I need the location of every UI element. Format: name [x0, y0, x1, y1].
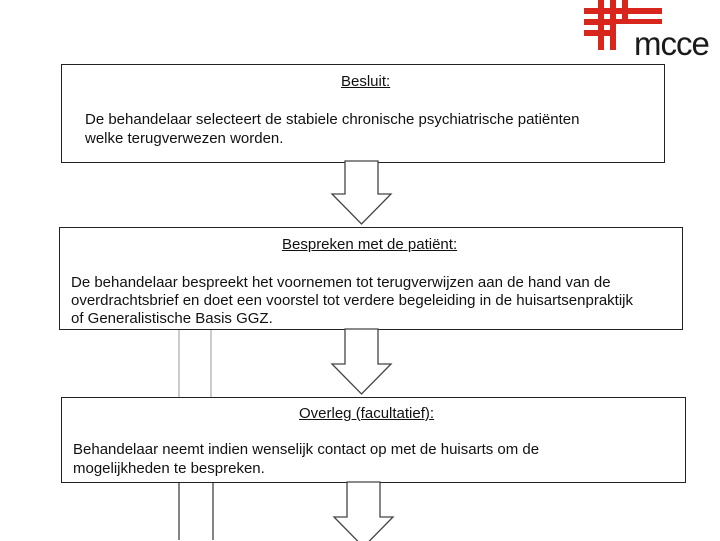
- step-title: [299, 405, 434, 423]
- step-body-line: De behandelaar bespreekt het voornemen tot terugverwijzen aan de hand van de: [71, 274, 611, 291]
- step-title: [341, 73, 390, 91]
- step-body-line: mogelijkheden te bespreken.: [73, 460, 265, 477]
- step-box-besluit: [61, 64, 665, 163]
- step-title-suffix: :: [452, 236, 458, 253]
- step-body-line: of Generalistische Basis GGZ.: [71, 310, 273, 327]
- step-body-line: De behandelaar selecteert de stabiele chronische psychiatrische patiënten: [85, 111, 580, 128]
- step-title-text: Bespreken met de patiënt: [282, 236, 453, 253]
- step-title: [282, 236, 457, 254]
- step-box-overleg: [61, 397, 686, 483]
- logo-text: mcce: [634, 25, 709, 62]
- step-title-suffix: :: [429, 405, 435, 422]
- step-body-line: Behandelaar neemt indien wenselijk contact op met de huisarts om de: [73, 441, 540, 458]
- down-arrow-icon: [328, 160, 398, 228]
- step-body-line: overdrachtsbrief en doet een voorstel tot verdere begeleiding in de huisartsenpraktijk: [71, 292, 634, 309]
- step-body-line: welke terugverwezen worden.: [85, 130, 284, 147]
- step-title-text: Besluit: [341, 73, 387, 90]
- down-arrow-icon: [328, 328, 398, 398]
- down-arrow-icon: [330, 481, 400, 541]
- step-title-suffix: :: [386, 73, 391, 90]
- step-title-text: Overleg (facultatief): [299, 405, 430, 422]
- step-box-bespreken: [59, 227, 683, 330]
